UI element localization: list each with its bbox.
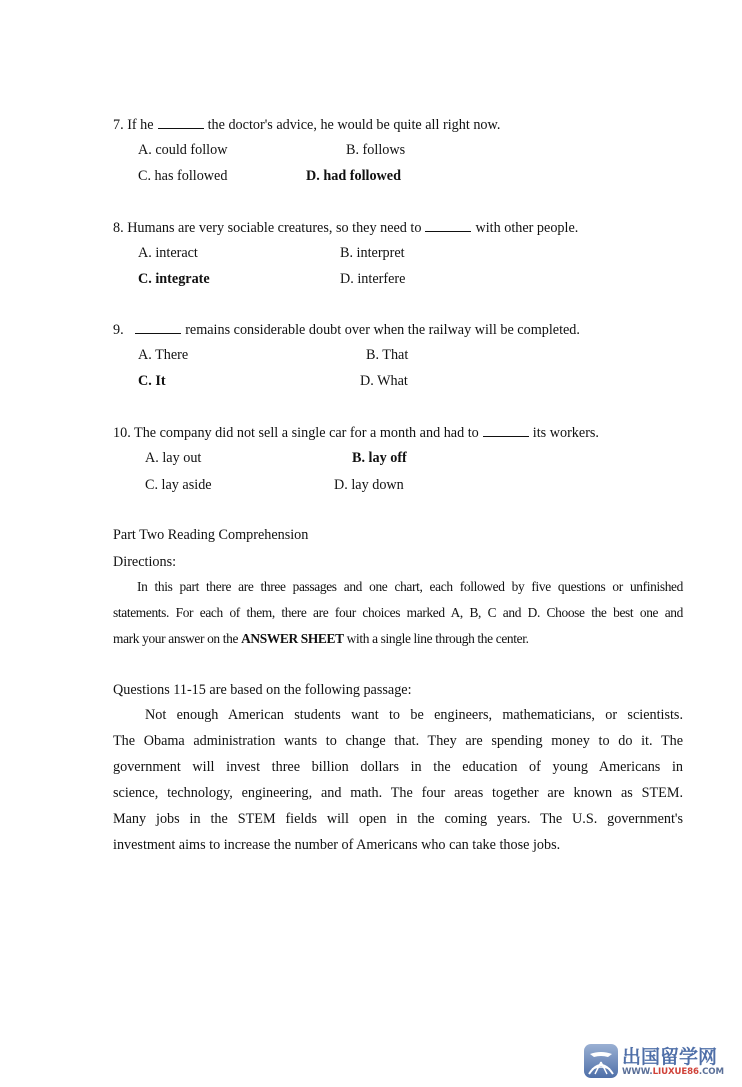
stem-text: If he (127, 117, 154, 133)
url-suffix: .COM (698, 1067, 724, 1077)
passage-line: Not enough American students want to be engineers, mathematicians, or scientists. (145, 707, 683, 723)
passage-line: Many jobs in the STEM fields will open in the coming years. The U.S. government's (113, 811, 683, 827)
section-title: Part Two Reading Comprehension (113, 527, 309, 543)
directions-line (113, 626, 683, 652)
answer-blank (158, 116, 204, 129)
question-8-option-a: A. interact (138, 245, 198, 261)
passage-paragraph (113, 702, 683, 858)
question-7-option-a: A. could follow (138, 142, 228, 158)
question-9-option-a: A. There (138, 347, 189, 363)
url-brand: LIUXUE86 (652, 1067, 699, 1077)
directions-text: mark your answer on the (113, 631, 239, 646)
question-7-stem (113, 116, 500, 134)
directions-paragraph (113, 574, 683, 652)
passage-line: investment aims to increase the number of Americans who can take those jobs. (113, 837, 561, 853)
stem-text: the doctor's advice, he would be quite all right now. (207, 117, 501, 133)
url-prefix: WWW. (622, 1067, 653, 1077)
question-7-option-c: C. has followed (138, 168, 228, 184)
passage-line: The Obama administration wants to change that. They are spending money to do it. The (113, 733, 683, 749)
stem-text: remains considerable doubt over when the railway will be completed. (185, 322, 580, 338)
stem-text: its workers. (532, 425, 599, 441)
site-name: 出国留学网 (622, 1046, 718, 1068)
question-8-option-c-answer: C. integrate (138, 271, 210, 287)
question-10-option-c: C. lay aside (145, 477, 212, 493)
question-8-stem (113, 219, 578, 237)
answer-blank (135, 321, 181, 334)
question-10-option-d: D. lay down (334, 477, 404, 493)
stem-text: The company did not sell a single car for a month and had to (134, 425, 479, 441)
answer-blank (425, 219, 471, 232)
question-number: 7. (113, 117, 124, 133)
directions-label: Directions: (113, 554, 177, 570)
answer-sheet-emphasis: ANSWER SHEET (241, 631, 344, 646)
directions-line: In this part there are three passages and one chart, each followed by five questions or unfinished (137, 579, 683, 594)
answer-blank (483, 424, 529, 437)
question-10-option-a: A. lay out (145, 450, 202, 466)
site-watermark-logo (584, 1042, 742, 1082)
question-number: 9. (113, 322, 124, 338)
question-9-option-c-answer: C. It (138, 373, 166, 389)
question-10-stem (113, 424, 599, 442)
question-9-option-d: D. What (360, 373, 408, 389)
passage-line: science, technology, engineering, and math. The four areas together are known as STEM. (113, 785, 683, 801)
question-number: 10. (113, 425, 131, 441)
question-7-option-d-answer: D. had followed (306, 168, 401, 184)
passage-line: government will invest three billion dollars in the education of young Americans in (113, 759, 683, 775)
stem-text: Humans are very sociable creatures, so they need to (127, 220, 422, 236)
globe-logo-icon (584, 1044, 618, 1078)
question-8-option-d: D. interfere (340, 271, 406, 287)
directions-text: with a single line through the center. (346, 631, 529, 646)
question-9-option-b: B. That (366, 347, 409, 363)
question-9-stem (113, 321, 580, 339)
stem-text: with other people. (475, 220, 579, 236)
question-number: 8. (113, 220, 124, 236)
passage-intro: Questions 11-15 are based on the following passage: (113, 682, 412, 698)
question-7-option-b: B. follows (346, 142, 406, 158)
site-url (622, 1067, 724, 1077)
question-10-option-b-answer: B. lay off (352, 450, 407, 466)
question-8-option-b: B. interpret (340, 245, 405, 261)
directions-line: statements. For each of them, there are four choices marked A, B, C and D. Choose the best one and (113, 605, 683, 620)
